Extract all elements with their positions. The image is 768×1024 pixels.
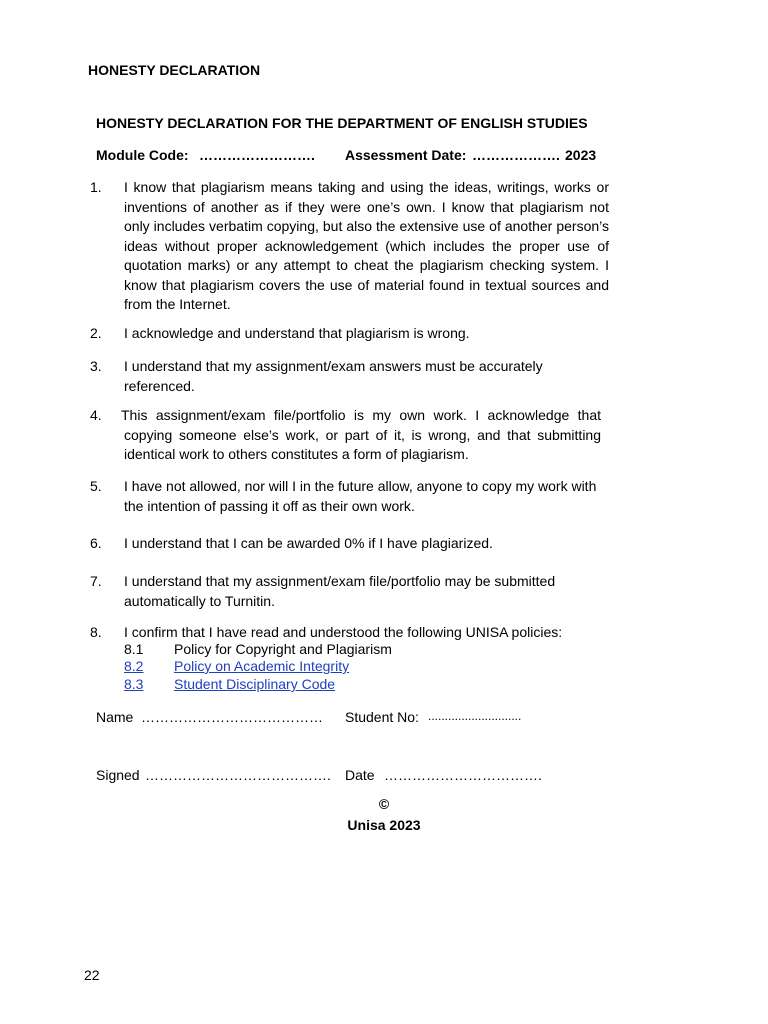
signed-label: Signed bbox=[96, 767, 140, 783]
policy-disciplinary-code-link[interactable]: Student Disciplinary Code bbox=[174, 676, 336, 692]
student-no-field: ............................ bbox=[428, 709, 522, 723]
item-text-policies-intro: I confirm that I have read and understood the following UNISA policies: bbox=[124, 624, 563, 640]
assessment-year: 2023 bbox=[565, 147, 597, 163]
name-field: ………………………………… bbox=[141, 709, 323, 725]
page-number: 22 bbox=[84, 967, 100, 983]
policy-number-link[interactable]: 8.3 bbox=[124, 676, 144, 692]
policy-number-link[interactable]: 8.2 bbox=[124, 658, 144, 674]
policy-academic-integrity-link[interactable]: Policy on Academic Integrity bbox=[174, 658, 350, 674]
module-code-field: ……………………. bbox=[199, 147, 315, 163]
assessment-date-label: Assessment Date: bbox=[345, 147, 467, 163]
item-text-turnitin: I understand that my assignment/exam file/portfolio may be submitted automatically to Turnitin. bbox=[124, 573, 556, 609]
copyright-footer: Unisa 2023 bbox=[347, 817, 421, 833]
item-text-awarded-zero: I understand that I can be awarded 0% if I have plagiarized. bbox=[124, 535, 493, 551]
item-number: 6. bbox=[90, 535, 102, 551]
assessment-date-field: ………………. bbox=[472, 147, 560, 163]
policy-copyright-plagiarism: Policy for Copyright and Plagiarism bbox=[174, 641, 392, 657]
item-number: 4. bbox=[90, 407, 102, 423]
student-no-label: Student No: bbox=[345, 709, 419, 725]
date-label: Date bbox=[345, 767, 375, 783]
item-number: 5. bbox=[90, 478, 102, 494]
item-text-referenced: I understand that my assignment/exam answers must be accurately referenced. bbox=[124, 358, 543, 394]
name-label: Name bbox=[96, 709, 134, 725]
item-text-plagiarism-definition: I know that plagiarism means taking and using the ideas, writings, works or inventions of another as if they were one’s own. I know that plagiarism not only includes verbatim copying, but also the extensive use of another person’s ideas without proper acknowledgement (which includes the proper use of quotation marks) or any attempt to cheat the plagiarism checking system. I know that plagiarism covers the use of material found in textual sources and from the Internet. bbox=[124, 179, 609, 312]
date-field: ……………………………. bbox=[384, 767, 542, 783]
signed-field: …………………………………. bbox=[145, 767, 331, 783]
item-text-not-allowed: I have not allowed, nor will I in the future allow, anyone to copy my work with the intention of passing it off as their own work. bbox=[124, 478, 597, 514]
page-heading: HONESTY DECLARATION bbox=[88, 62, 261, 78]
item-text-acknowledge: I acknowledge and understand that plagiarism is wrong. bbox=[124, 325, 470, 341]
copyright-symbol: © bbox=[378, 796, 390, 812]
module-code-label: Module Code: bbox=[96, 147, 189, 163]
item-number: 8. bbox=[90, 624, 102, 640]
item-number: 1. bbox=[90, 179, 102, 195]
item-number: 7. bbox=[90, 573, 102, 589]
item-number: 3. bbox=[90, 358, 102, 374]
declaration-title: HONESTY DECLARATION FOR THE DEPARTMENT OF ENGLISH STUDIES bbox=[96, 115, 588, 131]
item-number: 2. bbox=[90, 325, 102, 341]
policy-number: 8.1 bbox=[124, 641, 144, 657]
item-text-own-work: This assignment/exam file/portfolio is my own work. I acknowledge that copying someone else’s work, or part of it, is wrong, and that submitting identical work to others constitutes a form of plagiarism. bbox=[121, 407, 601, 462]
